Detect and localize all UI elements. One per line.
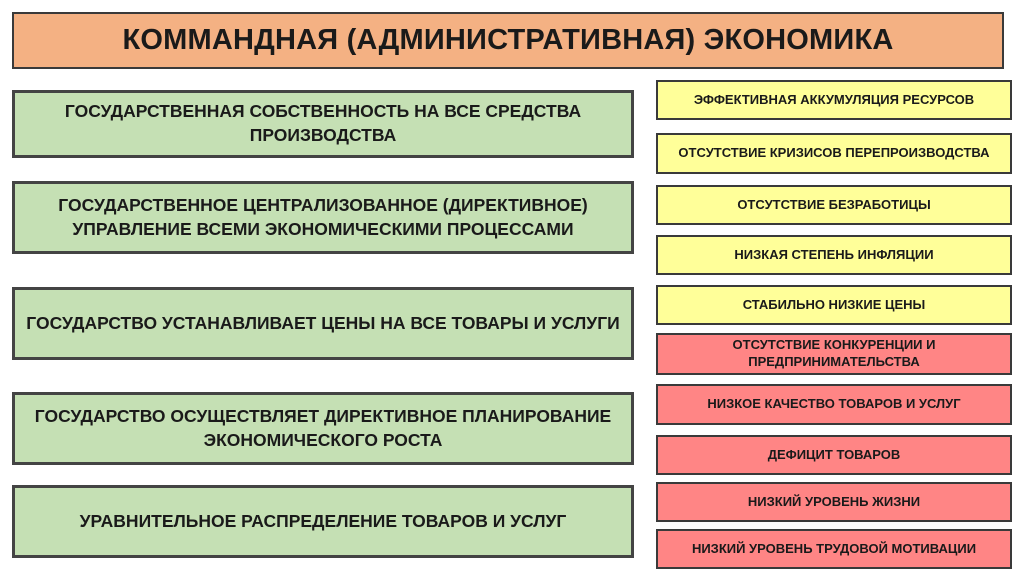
disadvantage-box-low-quality: НИЗКОЕ КАЧЕСТВО ТОВАРОВ И УСЛУГ <box>656 384 1012 425</box>
disadvantage-box-low-motivation: НИЗКИЙ УРОВЕНЬ ТРУДОВОЙ МОТИВАЦИИ <box>656 529 1012 569</box>
feature-box-centralized-management: ГОСУДАРСТВЕННОЕ ЦЕНТРАЛИЗОВАННОЕ (ДИРЕКТИВНОЕ) УПРАВЛЕНИЕ ВСЕМИ ЭКОНОМИЧЕСКИМИ ПРОЦЕССАМИ <box>12 181 634 254</box>
feature-box-directive-planning: ГОСУДАРСТВО ОСУЩЕСТВЛЯЕТ ДИРЕКТИВНОЕ ПЛАНИРОВАНИЕ ЭКОНОМИЧЕСКОГО РОСТА <box>12 392 634 465</box>
advantage-box-no-unemployment: ОТСУТСТВИЕ БЕЗРАБОТИЦЫ <box>656 185 1012 225</box>
disadvantage-box-no-competition: ОТСУТСТВИЕ КОНКУРЕНЦИИ И ПРЕДПРИНИМАТЕЛЬСТВА <box>656 333 1012 375</box>
feature-box-equal-distribution: УРАВНИТЕЛЬНОЕ РАСПРЕДЕЛЕНИЕ ТОВАРОВ И УСЛУГ <box>12 485 634 558</box>
advantage-box-low-prices: СТАБИЛЬНО НИЗКИЕ ЦЕНЫ <box>656 285 1012 325</box>
disadvantage-box-shortage: ДЕФИЦИТ ТОВАРОВ <box>656 435 1012 475</box>
page-title: КОММАНДНАЯ (АДМИНИСТРАТИВНАЯ) ЭКОНОМИКА <box>12 12 1004 69</box>
disadvantage-box-low-living-standard: НИЗКИЙ УРОВЕНЬ ЖИЗНИ <box>656 482 1012 522</box>
feature-box-state-prices: ГОСУДАРСТВО УСТАНАВЛИВАЕТ ЦЕНЫ НА ВСЕ ТОВАРЫ И УСЛУГИ <box>12 287 634 360</box>
advantage-box-no-overproduction: ОТСУТСТВИЕ КРИЗИСОВ ПЕРЕПРОИЗВОДСТВА <box>656 133 1012 174</box>
advantage-box-low-inflation: НИЗКАЯ СТЕПЕНЬ ИНФЛЯЦИИ <box>656 235 1012 275</box>
feature-box-state-ownership: ГОСУДАРСТВЕННАЯ СОБСТВЕННОСТЬ НА ВСЕ СРЕДСТВА ПРОИЗВОДСТВА <box>12 90 634 158</box>
advantage-box-resource-accumulation: ЭФФЕКТИВНАЯ АККУМУЛЯЦИЯ РЕСУРСОВ <box>656 80 1012 120</box>
